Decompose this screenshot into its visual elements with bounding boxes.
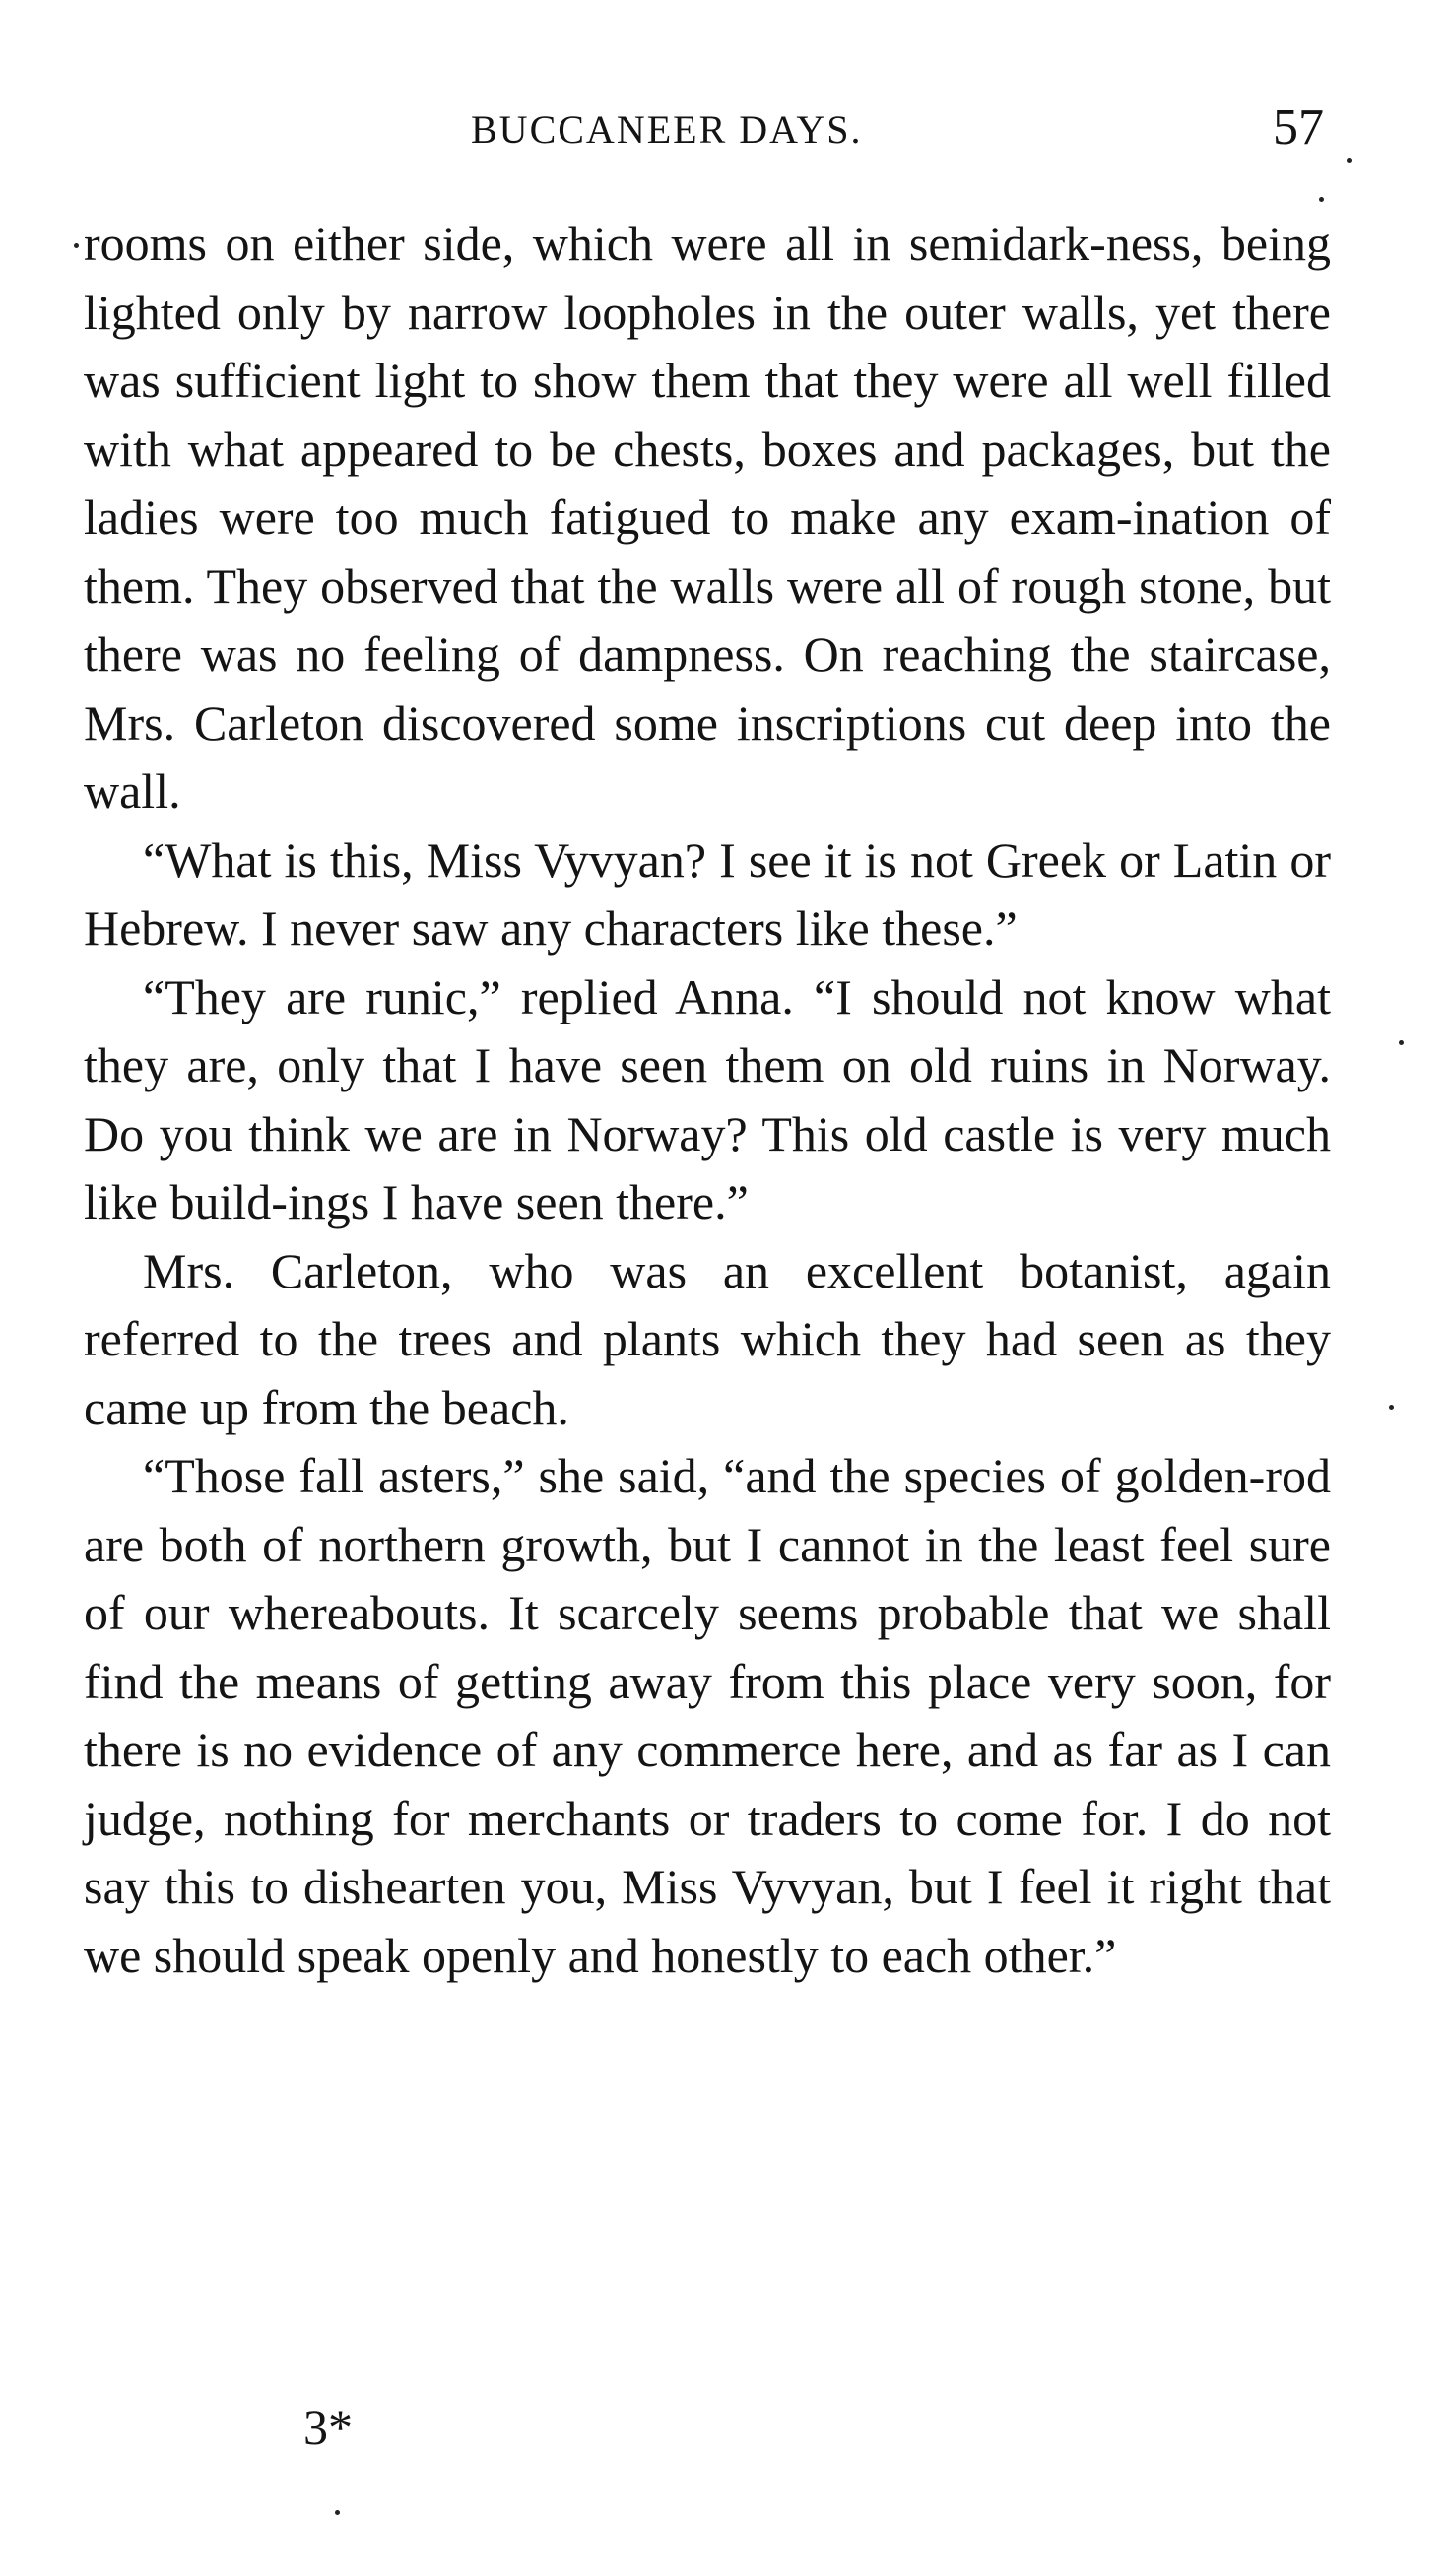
print-speck bbox=[74, 243, 79, 248]
paragraph-4: Mrs. Carleton, who was an excellent botanist, again referred to the trees and plants which they had seen as they came up from the beach. bbox=[84, 1242, 1331, 1435]
signature-mark: 3* bbox=[303, 2400, 353, 2455]
body-text bbox=[84, 210, 1331, 1990]
print-speck bbox=[335, 2510, 340, 2515]
print-speck bbox=[1389, 1405, 1394, 1410]
page-number: 57 bbox=[1273, 99, 1324, 156]
paragraph-1: rooms on either side, which were all in semidark-ness, being lighted only by narrow loopholes in the outer walls, yet there was sufficient light to show them that they were all well filled with what appeared to be chests, boxes and packages, but the ladies were too much fatigued to make any exam-ination of them. They observed that the walls were all of rough stone, but there was no feeling of dampness. On reaching the staircase, Mrs. Carleton discovered some inscriptions cut deep into the wall. bbox=[84, 216, 1331, 819]
paragraph-5: “Those fall asters,” she said, “and the species of golden-rod are both of northern growth, but I cannot in the least feel sure of our whereabouts. It scarcely seems probable that we shall find the means of getting away from this place very soon, for there is no evidence of any commerce here, and as far as I can judge, nothing for merchants or traders to come for. I do not say this to dishearten you, Miss Vyvyan, but I feel it right that we should speak openly and honestly to each other.” bbox=[84, 1448, 1331, 1983]
paragraph-2: “What is this, Miss Vyvyan? I see it is not Greek or Latin or Hebrew. I never saw any characters like these.” bbox=[84, 831, 1331, 956]
print-speck bbox=[1347, 158, 1352, 163]
paragraph-3: “They are runic,” replied Anna. “I should not know what they are, only that I have seen them on old ruins in Norway. Do you think we are in Norway? This old castle is very much like build-ings I have seen there.” bbox=[84, 968, 1331, 1229]
running-head: BUCCANEER DAYS. bbox=[471, 107, 863, 152]
print-speck bbox=[1399, 1040, 1404, 1045]
print-speck bbox=[1319, 197, 1324, 202]
page-header bbox=[0, 99, 1451, 177]
